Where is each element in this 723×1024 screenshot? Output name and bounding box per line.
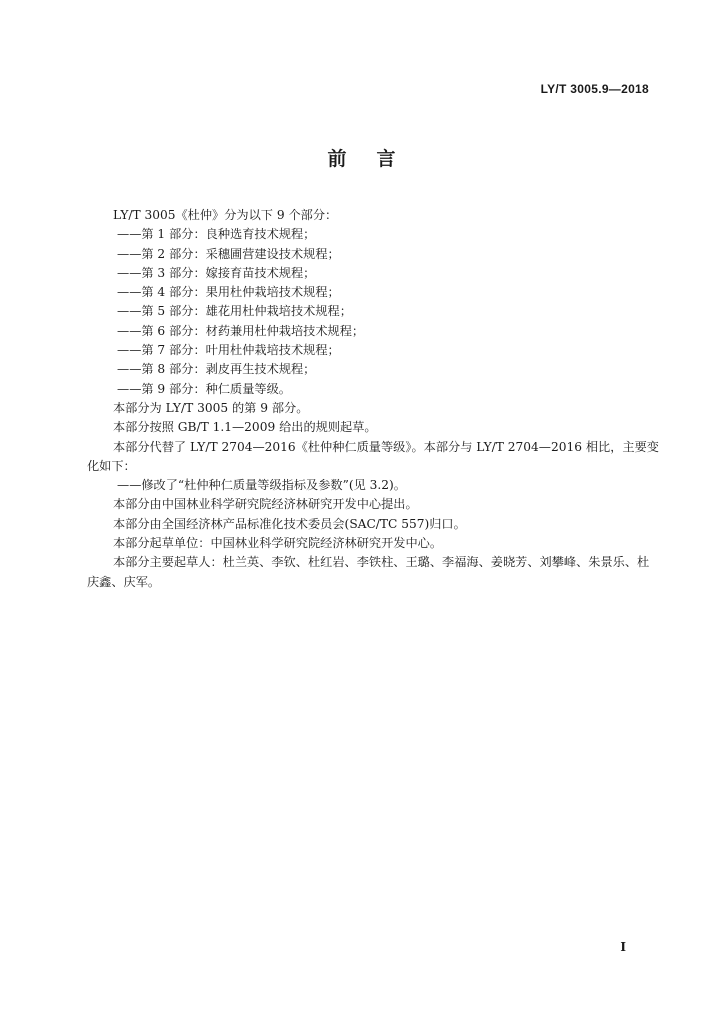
standard-code: LY/T 3005.9—2018: [540, 82, 649, 96]
part-list-item-7: ——第 7 部分：叶用杜仲栽培技术规程；: [117, 343, 340, 358]
centralized-by-statement: 本部分由全国经济林产品标准化技术委员会(SAC/TC 557)归口。: [113, 516, 466, 531]
part-statement: 本部分为 LY/T 3005 的第 9 部分。: [113, 400, 309, 415]
drafting-unit: 本部分起草单位：中国林业科学研究院经济林研究开发中心。: [113, 536, 443, 551]
part-list-item-9: ——第 9 部分：种仁质量等级。: [117, 381, 291, 396]
replacement-statement: 本部分代替了 LY/T 2704—2016《杜仲种仁质量等级》。本部分与 LY/T 2704—2016 相比，主要变化如下：: [87, 439, 659, 473]
part-list-item-8: ——第 8 部分：剥皮再生技术规程；: [117, 362, 316, 377]
part-list-item-2: ——第 2 部分：采穗圃营建设技术规程；: [117, 246, 340, 261]
drafting-rules: 本部分按照 GB/T 1.1—2009 给出的规则起草。: [113, 420, 377, 435]
proposer-statement: 本部分由中国林业科学研究院经济林研究开发中心提出。: [113, 497, 418, 512]
foreword-body: [87, 206, 659, 592]
intro-paragraph: LY/T 3005《杜仲》分为以下 9 个部分：: [113, 208, 338, 222]
part-list-item-6: ——第 6 部分：材药兼用杜仲栽培技术规程；: [117, 323, 365, 338]
part-list-item-1: ——第 1 部分：良种选育技术规程；: [117, 227, 316, 242]
drafters: 本部分主要起草人：杜兰英、李钦、杜红岩、李铁柱、王璐、李福海、姜晓芳、刘攀峰、朱景乐、杜庆鑫、庆军。: [87, 555, 650, 589]
part-list-item-3: ——第 3 部分：嫁接育苗技术规程；: [117, 265, 316, 280]
change-item: ——修改了“杜仲种仁质量等级指标及参数”(见 3.2)。: [117, 478, 406, 493]
page-number: I: [620, 940, 626, 954]
part-list-item-4: ——第 4 部分：果用杜仲栽培技术规程；: [117, 285, 340, 300]
part-list-item-5: ——第 5 部分：雄花用杜仲栽培技术规程；: [117, 304, 352, 319]
page-title: 前言: [327, 148, 426, 170]
